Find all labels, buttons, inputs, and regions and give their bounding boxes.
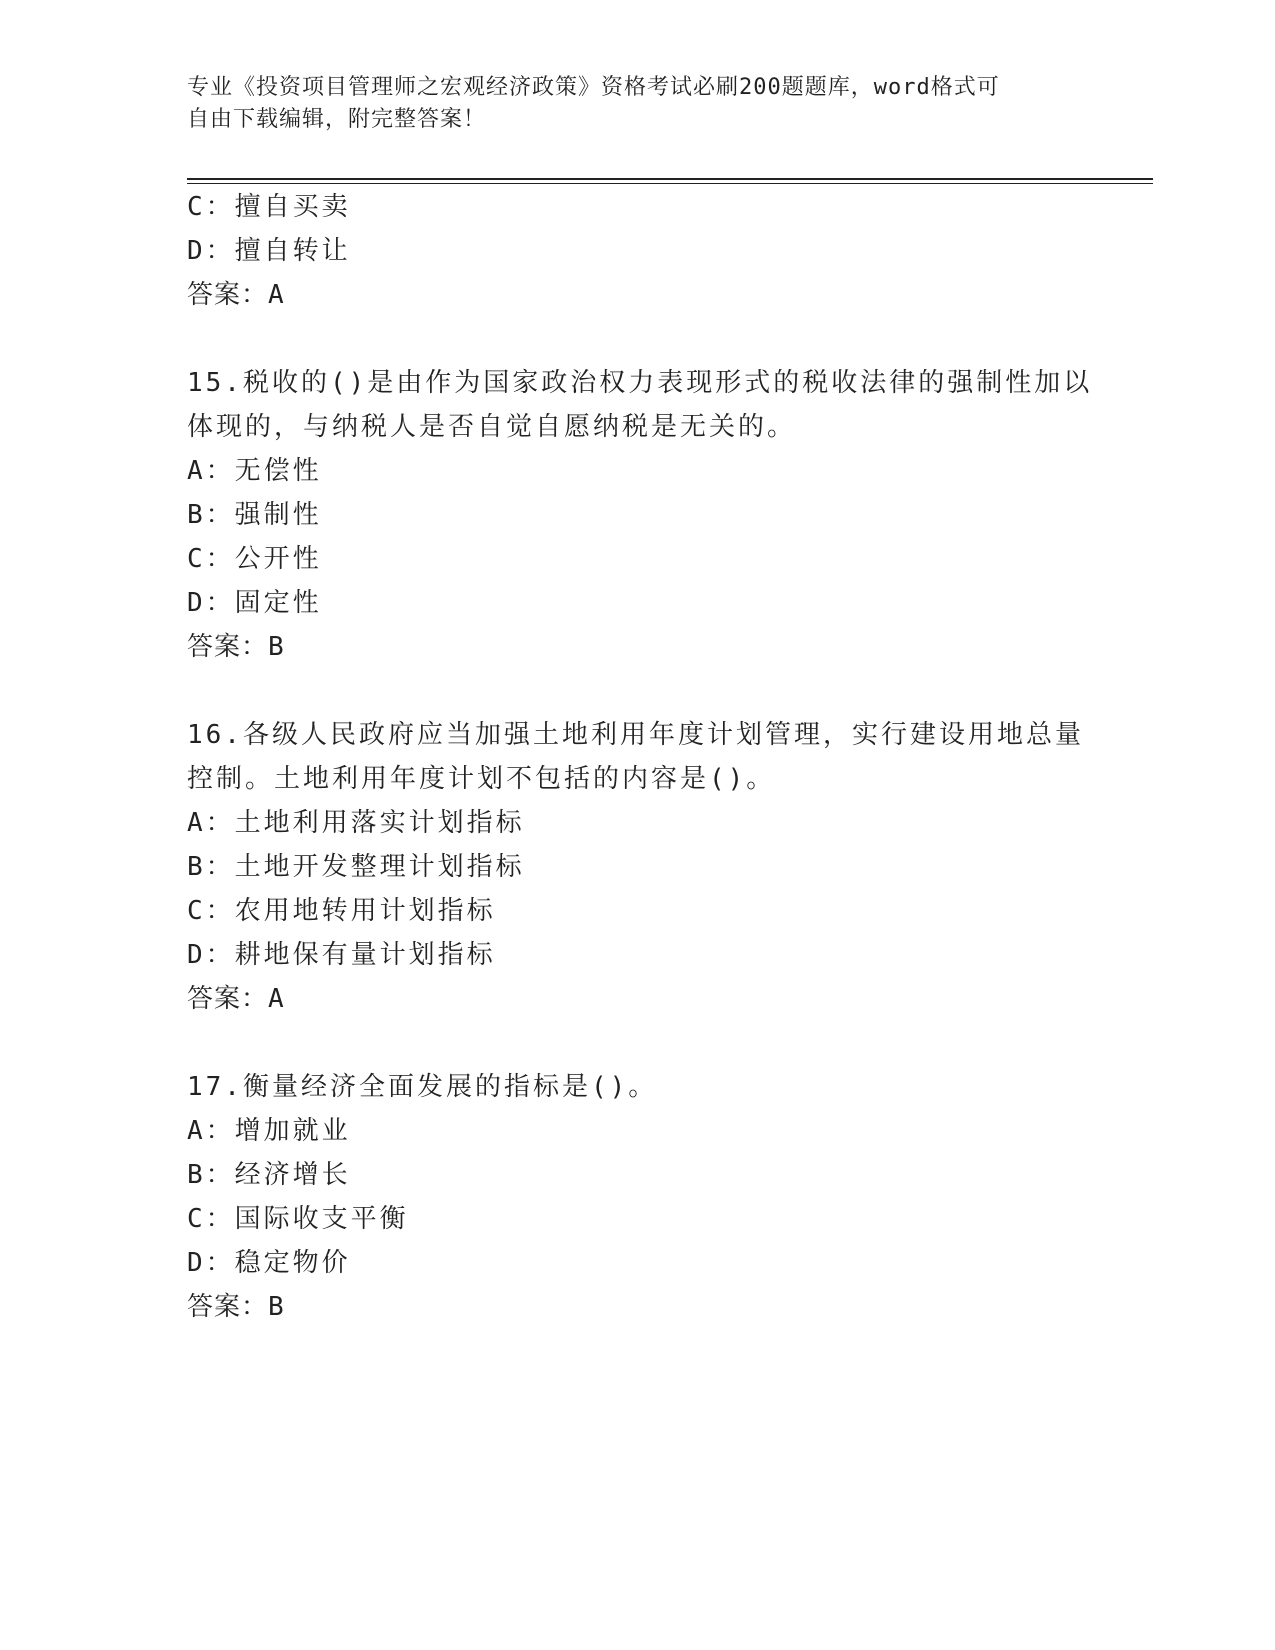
q15-option-c: C：公开性 (187, 544, 322, 574)
q15-stem-line-2: 体现的，与纳税人是否自觉自愿纳税是无关的。 (187, 412, 797, 442)
document-header (187, 72, 1067, 136)
q16-stem-line-2: 控制。土地利用年度计划不包括的内容是()。 (187, 764, 776, 794)
q17-option-c: C：国际收支平衡 (187, 1204, 409, 1234)
q15-option-a: A：无偿性 (187, 456, 322, 486)
q17-option-d: D：稳定物价 (187, 1248, 351, 1278)
q15-option-b: B：强制性 (187, 500, 322, 530)
q16-option-d: D：耕地保有量计划指标 (187, 940, 496, 970)
q15-option-d: D：固定性 (187, 588, 322, 618)
q15-stem-line-1: 15.税收的()是由作为国家政治权力表现形式的税收法律的强制性加以 (187, 368, 1093, 398)
q17-stem-line-1: 17.衡量经济全面发展的指标是()。 (187, 1072, 658, 1102)
q17-option-a: A：增加就业 (187, 1116, 351, 1146)
prev-option-d: D：擅自转让 (187, 236, 351, 266)
prev-answer: 答案：A (187, 280, 285, 310)
q16-answer: 答案：A (187, 984, 285, 1014)
header-line-1: 专业《投资项目管理师之宏观经济政策》资格考试必刷200题题库，word格式可 (187, 75, 1000, 100)
q16-stem-line-1: 16.各级人民政府应当加强土地利用年度计划管理，实行建设用地总量 (187, 720, 1084, 750)
q17-answer: 答案：B (187, 1292, 285, 1322)
q17-option-b: B：经济增长 (187, 1160, 351, 1190)
q16-option-b: B：土地开发整理计划指标 (187, 852, 525, 882)
q16-option-c: C：农用地转用计划指标 (187, 896, 496, 926)
prev-option-c: C：擅自买卖 (187, 192, 351, 222)
header-divider-thick (187, 178, 1153, 180)
q15-answer: 答案：B (187, 632, 285, 662)
header-line-2: 自由下载编辑，附完整答案！ (187, 107, 487, 132)
q16-option-a: A：土地利用落实计划指标 (187, 808, 525, 838)
header-divider-thin (187, 183, 1153, 184)
